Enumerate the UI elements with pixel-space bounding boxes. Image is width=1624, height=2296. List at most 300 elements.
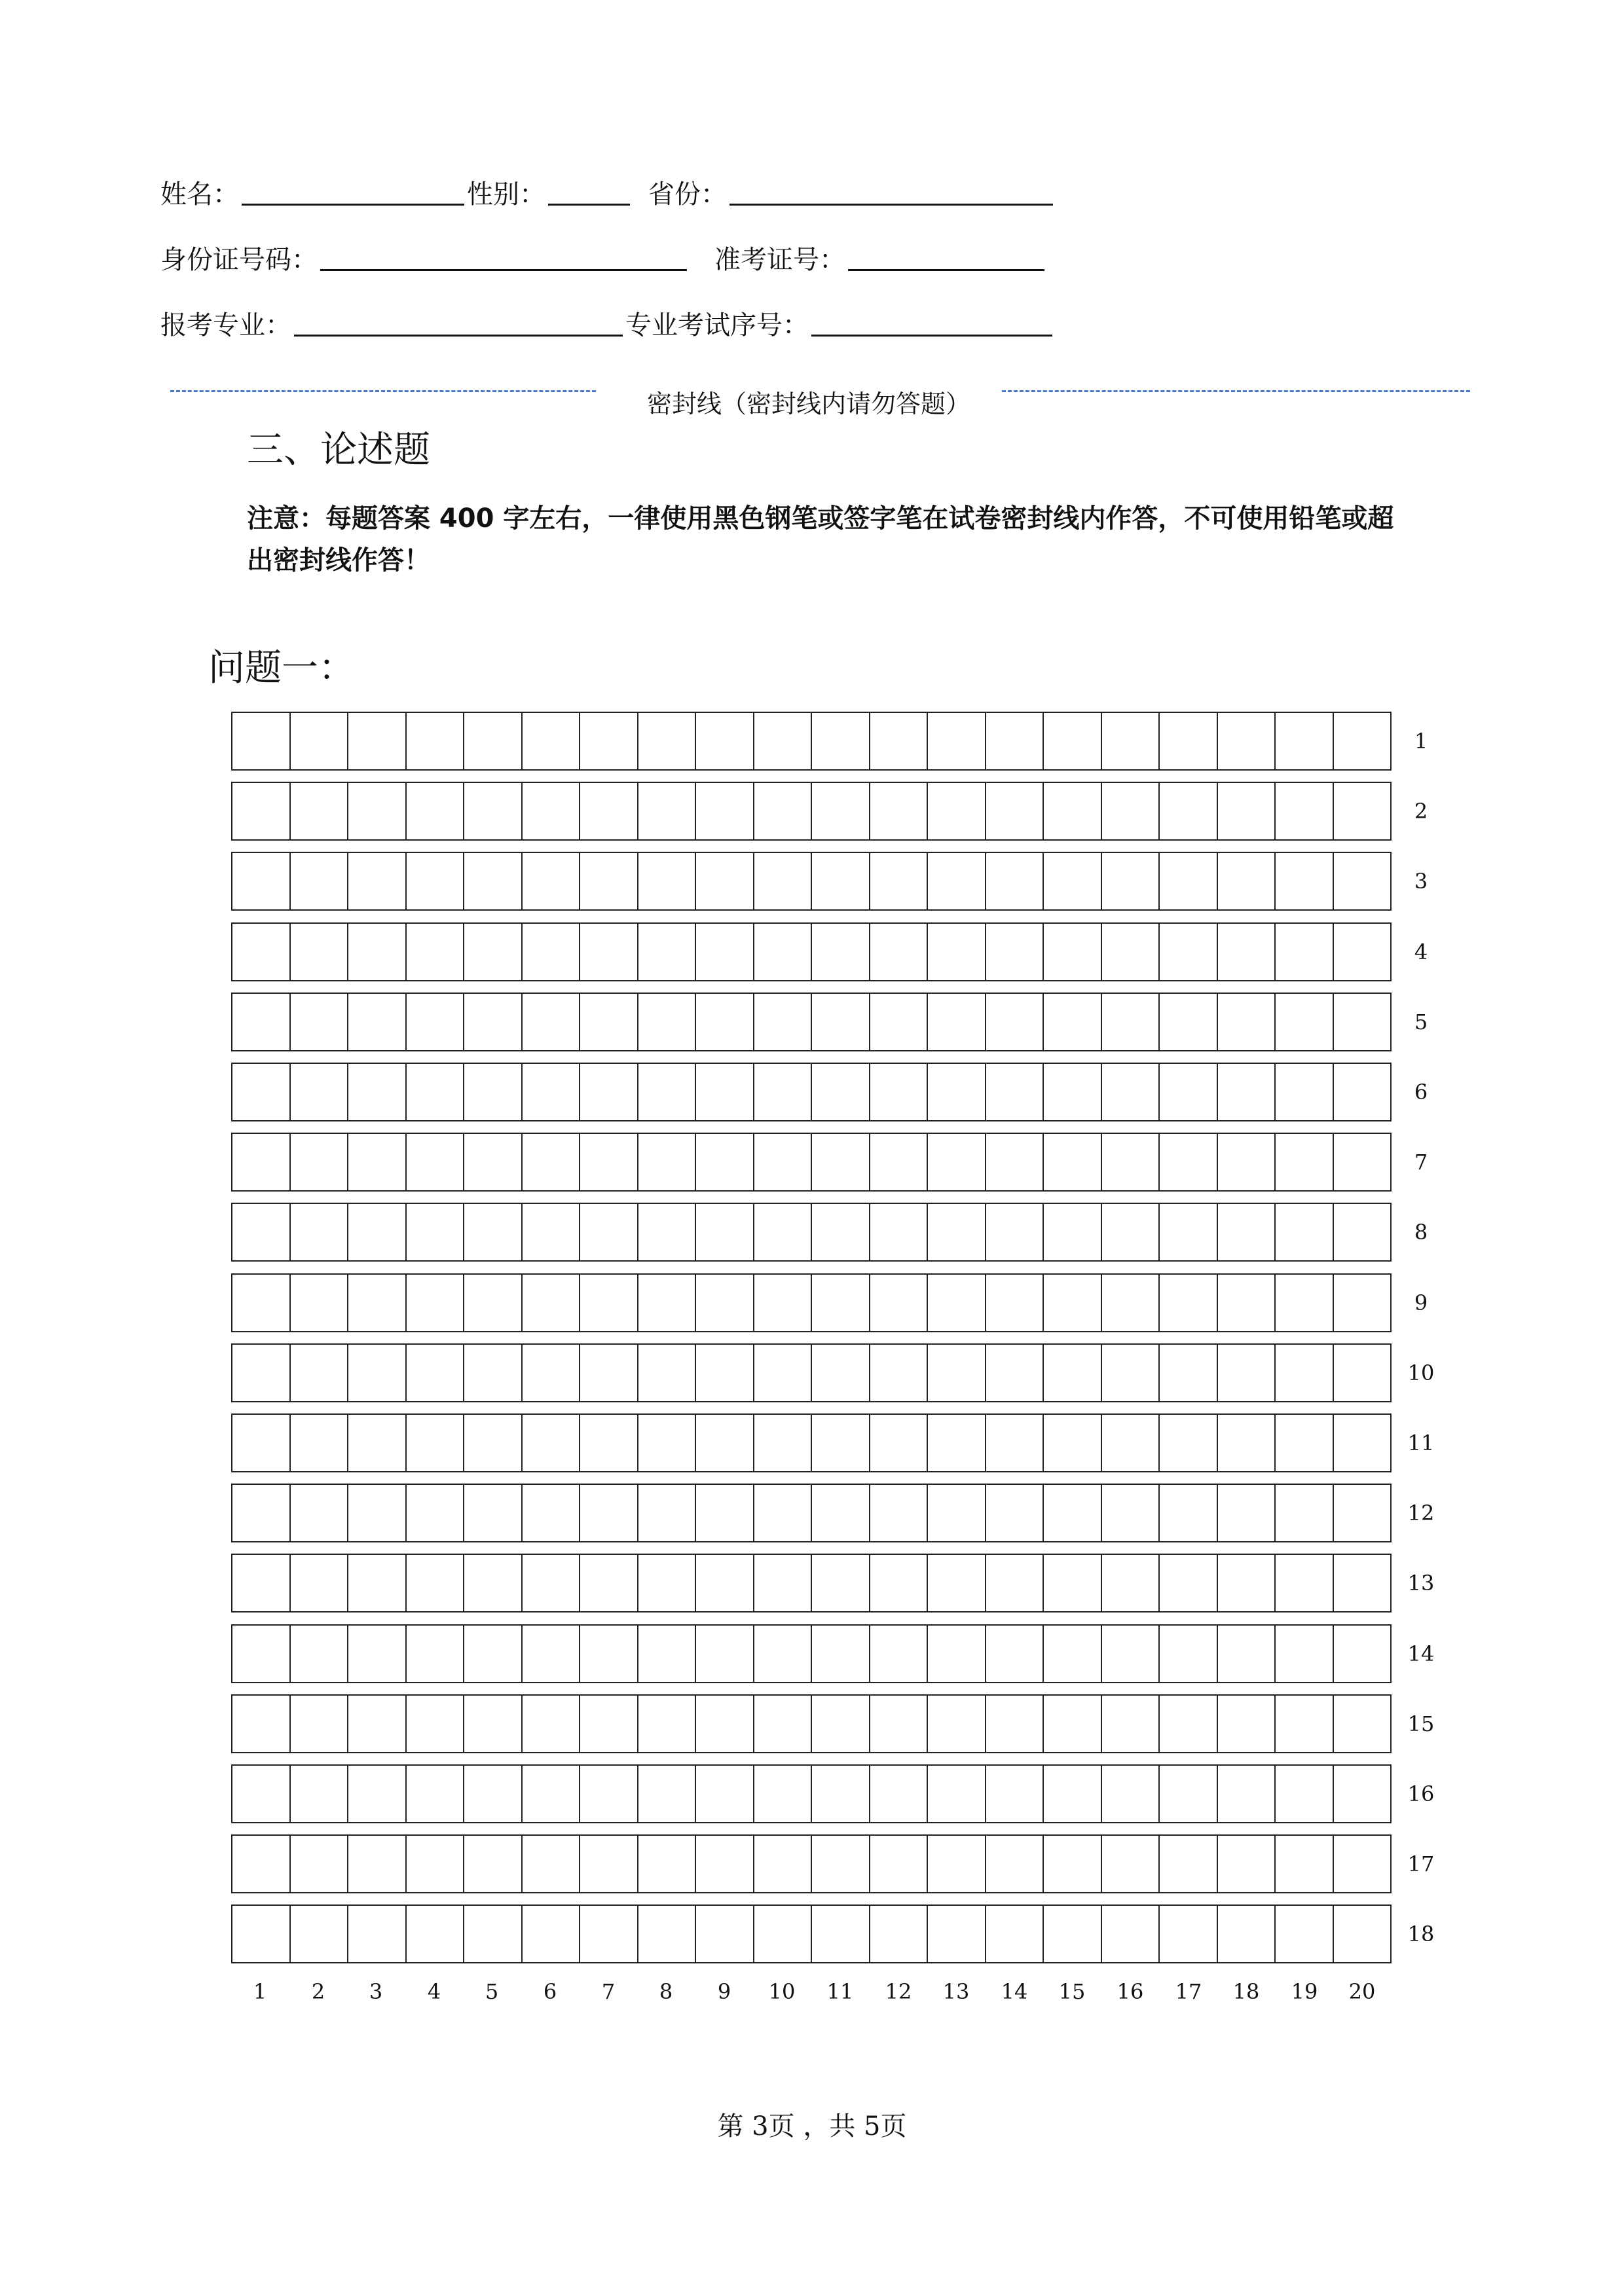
grid-cell[interactable] bbox=[1158, 1836, 1217, 1892]
grid-cell[interactable] bbox=[347, 1485, 405, 1541]
grid-cell[interactable] bbox=[579, 1906, 637, 1962]
grid-cell[interactable] bbox=[985, 1696, 1043, 1752]
grid-cell[interactable] bbox=[232, 1906, 289, 1962]
grid-cell[interactable] bbox=[1158, 1626, 1217, 1682]
grid-cell[interactable] bbox=[927, 1906, 985, 1962]
grid-cell[interactable] bbox=[637, 1555, 695, 1611]
grid-cell[interactable] bbox=[1333, 1204, 1391, 1260]
grid-cell[interactable] bbox=[811, 1275, 869, 1331]
grid-cell[interactable] bbox=[927, 1204, 985, 1260]
grid-cell[interactable] bbox=[1043, 853, 1101, 909]
grid-cell[interactable] bbox=[695, 1275, 753, 1331]
grid-cell[interactable] bbox=[637, 713, 695, 769]
grid-cell[interactable] bbox=[347, 1555, 405, 1611]
grid-cell[interactable] bbox=[1274, 1836, 1333, 1892]
grid-cell[interactable] bbox=[347, 1766, 405, 1822]
grid-cell[interactable] bbox=[1158, 1906, 1217, 1962]
grid-cell[interactable] bbox=[695, 1485, 753, 1541]
grid-cell[interactable] bbox=[811, 1345, 869, 1401]
grid-cell[interactable] bbox=[637, 853, 695, 909]
grid-cell[interactable] bbox=[347, 713, 405, 769]
grid-cell[interactable] bbox=[1217, 1696, 1275, 1752]
grid-cell[interactable] bbox=[1217, 924, 1275, 980]
grid-cell[interactable] bbox=[289, 1696, 348, 1752]
grid-cell[interactable] bbox=[521, 1064, 580, 1120]
grid-cell[interactable] bbox=[1043, 1766, 1101, 1822]
grid-cell[interactable] bbox=[753, 1204, 811, 1260]
grid-cell[interactable] bbox=[927, 1064, 985, 1120]
grid-cell[interactable] bbox=[985, 1415, 1043, 1471]
grid-cell[interactable] bbox=[1217, 783, 1275, 839]
grid-cell[interactable] bbox=[1101, 1906, 1159, 1962]
grid-cell[interactable] bbox=[985, 994, 1043, 1050]
grid-cell[interactable] bbox=[289, 1626, 348, 1682]
grid-cell[interactable] bbox=[1158, 1134, 1217, 1190]
grid-cell[interactable] bbox=[1158, 924, 1217, 980]
grid-cell[interactable] bbox=[405, 1204, 464, 1260]
grid-cell[interactable] bbox=[405, 1134, 464, 1190]
grid-cell[interactable] bbox=[811, 1906, 869, 1962]
grid-cell[interactable] bbox=[753, 924, 811, 980]
grid-cell[interactable] bbox=[1043, 1204, 1101, 1260]
grid-cell[interactable] bbox=[637, 1906, 695, 1962]
grid-cell[interactable] bbox=[1217, 994, 1275, 1050]
grid-cell[interactable] bbox=[811, 924, 869, 980]
grid-cell[interactable] bbox=[927, 783, 985, 839]
grid-cell[interactable] bbox=[1158, 1064, 1217, 1120]
grid-cell[interactable] bbox=[753, 1345, 811, 1401]
grid-cell[interactable] bbox=[1333, 1345, 1391, 1401]
grid-cell[interactable] bbox=[869, 1345, 927, 1401]
grid-cell[interactable] bbox=[811, 853, 869, 909]
grid-cell[interactable] bbox=[927, 994, 985, 1050]
grid-cell[interactable] bbox=[1274, 853, 1333, 909]
grid-cell[interactable] bbox=[869, 1064, 927, 1120]
grid-cell[interactable] bbox=[985, 1555, 1043, 1611]
grid-cell[interactable] bbox=[289, 853, 348, 909]
grid-cell[interactable] bbox=[869, 783, 927, 839]
grid-cell[interactable] bbox=[463, 924, 521, 980]
grid-cell[interactable] bbox=[579, 1204, 637, 1260]
grid-cell[interactable] bbox=[695, 1204, 753, 1260]
grid-cell[interactable] bbox=[521, 1766, 580, 1822]
grid-cell[interactable] bbox=[637, 924, 695, 980]
grid-cell[interactable] bbox=[637, 783, 695, 839]
grid-cell[interactable] bbox=[347, 924, 405, 980]
grid-cell[interactable] bbox=[1158, 1345, 1217, 1401]
grid-cell[interactable] bbox=[1217, 853, 1275, 909]
grid-cell[interactable] bbox=[985, 924, 1043, 980]
grid-cell[interactable] bbox=[463, 783, 521, 839]
grid-cell[interactable] bbox=[985, 1836, 1043, 1892]
grid-cell[interactable] bbox=[1101, 783, 1159, 839]
grid-cell[interactable] bbox=[405, 1836, 464, 1892]
grid-cell[interactable] bbox=[811, 1766, 869, 1822]
grid-cell[interactable] bbox=[927, 1134, 985, 1190]
grid-cell[interactable] bbox=[1274, 1906, 1333, 1962]
grid-cell[interactable] bbox=[869, 853, 927, 909]
grid-cell[interactable] bbox=[289, 1204, 348, 1260]
grid-cell[interactable] bbox=[405, 783, 464, 839]
grid-cell[interactable] bbox=[463, 994, 521, 1050]
grid-cell[interactable] bbox=[463, 1836, 521, 1892]
grid-cell[interactable] bbox=[347, 1134, 405, 1190]
grid-cell[interactable] bbox=[1043, 1275, 1101, 1331]
grid-cell[interactable] bbox=[753, 994, 811, 1050]
grid-cell[interactable] bbox=[753, 1696, 811, 1752]
grid-cell[interactable] bbox=[289, 1836, 348, 1892]
grid-cell[interactable] bbox=[405, 1696, 464, 1752]
grid-cell[interactable] bbox=[1101, 1064, 1159, 1120]
grid-cell[interactable] bbox=[1217, 1766, 1275, 1822]
grid-cell[interactable] bbox=[521, 1345, 580, 1401]
grid-cell[interactable] bbox=[521, 1485, 580, 1541]
grid-cell[interactable] bbox=[405, 1415, 464, 1471]
grid-cell[interactable] bbox=[1333, 1415, 1391, 1471]
grid-cell[interactable] bbox=[869, 1766, 927, 1822]
grid-cell[interactable] bbox=[811, 1204, 869, 1260]
grid-cell[interactable] bbox=[927, 1415, 985, 1471]
grid-cell[interactable] bbox=[637, 1345, 695, 1401]
grid-cell[interactable] bbox=[232, 1485, 289, 1541]
grid-cell[interactable] bbox=[1274, 1204, 1333, 1260]
grid-cell[interactable] bbox=[347, 1415, 405, 1471]
grid-cell[interactable] bbox=[232, 1626, 289, 1682]
grid-cell[interactable] bbox=[753, 1275, 811, 1331]
grid-cell[interactable] bbox=[289, 1906, 348, 1962]
grid-cell[interactable] bbox=[637, 1204, 695, 1260]
grid-cell[interactable] bbox=[811, 713, 869, 769]
grid-cell[interactable] bbox=[927, 1555, 985, 1611]
grid-cell[interactable] bbox=[579, 1485, 637, 1541]
grid-cell[interactable] bbox=[869, 1906, 927, 1962]
grid-cell[interactable] bbox=[637, 1766, 695, 1822]
grid-cell[interactable] bbox=[1274, 1555, 1333, 1611]
grid-cell[interactable] bbox=[985, 1064, 1043, 1120]
grid-cell[interactable] bbox=[232, 713, 289, 769]
grid-cell[interactable] bbox=[1333, 713, 1391, 769]
grid-cell[interactable] bbox=[1158, 713, 1217, 769]
grid-cell[interactable] bbox=[521, 1134, 580, 1190]
grid-cell[interactable] bbox=[753, 1064, 811, 1120]
grid-cell[interactable] bbox=[753, 1836, 811, 1892]
grid-cell[interactable] bbox=[1217, 713, 1275, 769]
grid-cell[interactable] bbox=[232, 1345, 289, 1401]
grid-cell[interactable] bbox=[1101, 853, 1159, 909]
grid-cell[interactable] bbox=[405, 1555, 464, 1611]
grid-cell[interactable] bbox=[521, 924, 580, 980]
grid-cell[interactable] bbox=[985, 1275, 1043, 1331]
grid-cell[interactable] bbox=[463, 713, 521, 769]
grid-cell[interactable] bbox=[695, 853, 753, 909]
grid-cell[interactable] bbox=[463, 1485, 521, 1541]
grid-cell[interactable] bbox=[579, 1064, 637, 1120]
grid-cell[interactable] bbox=[811, 1836, 869, 1892]
grid-cell[interactable] bbox=[521, 1626, 580, 1682]
grid-cell[interactable] bbox=[579, 1696, 637, 1752]
grid-cell[interactable] bbox=[1101, 1696, 1159, 1752]
major-field[interactable] bbox=[294, 308, 623, 337]
grid-cell[interactable] bbox=[927, 1485, 985, 1541]
grid-cell[interactable] bbox=[869, 1204, 927, 1260]
grid-cell[interactable] bbox=[463, 1345, 521, 1401]
grid-cell[interactable] bbox=[1043, 1626, 1101, 1682]
grid-cell[interactable] bbox=[579, 713, 637, 769]
grid-cell[interactable] bbox=[637, 1275, 695, 1331]
grid-cell[interactable] bbox=[1158, 1204, 1217, 1260]
grid-cell[interactable] bbox=[1158, 1485, 1217, 1541]
grid-cell[interactable] bbox=[1274, 994, 1333, 1050]
grid-cell[interactable] bbox=[811, 1064, 869, 1120]
grid-cell[interactable] bbox=[1274, 783, 1333, 839]
grid-cell[interactable] bbox=[1333, 1275, 1391, 1331]
grid-cell[interactable] bbox=[232, 853, 289, 909]
grid-cell[interactable] bbox=[1101, 1275, 1159, 1331]
grid-cell[interactable] bbox=[521, 713, 580, 769]
grid-cell[interactable] bbox=[347, 1275, 405, 1331]
grid-cell[interactable] bbox=[985, 1906, 1043, 1962]
grid-cell[interactable] bbox=[1217, 1415, 1275, 1471]
grid-cell[interactable] bbox=[289, 1485, 348, 1541]
grid-cell[interactable] bbox=[579, 1415, 637, 1471]
grid-cell[interactable] bbox=[927, 1626, 985, 1682]
grid-cell[interactable] bbox=[1274, 1696, 1333, 1752]
grid-cell[interactable] bbox=[463, 1134, 521, 1190]
grid-cell[interactable] bbox=[232, 994, 289, 1050]
grid-cell[interactable] bbox=[927, 853, 985, 909]
grid-cell[interactable] bbox=[695, 1415, 753, 1471]
grid-cell[interactable] bbox=[579, 1345, 637, 1401]
grid-cell[interactable] bbox=[1101, 994, 1159, 1050]
grid-cell[interactable] bbox=[1217, 1064, 1275, 1120]
grid-cell[interactable] bbox=[927, 924, 985, 980]
exam-seq-field[interactable] bbox=[811, 308, 1052, 337]
grid-cell[interactable] bbox=[1333, 1696, 1391, 1752]
grid-cell[interactable] bbox=[1274, 1064, 1333, 1120]
grid-cell[interactable] bbox=[463, 1275, 521, 1331]
grid-cell[interactable] bbox=[347, 1204, 405, 1260]
grid-cell[interactable] bbox=[985, 1134, 1043, 1190]
grid-cell[interactable] bbox=[1043, 783, 1101, 839]
grid-cell[interactable] bbox=[695, 1626, 753, 1682]
grid-cell[interactable] bbox=[232, 1275, 289, 1331]
grid-cell[interactable] bbox=[463, 1064, 521, 1120]
grid-cell[interactable] bbox=[637, 1696, 695, 1752]
grid-cell[interactable] bbox=[811, 1134, 869, 1190]
grid-cell[interactable] bbox=[753, 713, 811, 769]
grid-cell[interactable] bbox=[695, 1906, 753, 1962]
grid-cell[interactable] bbox=[405, 1766, 464, 1822]
grid-cell[interactable] bbox=[405, 713, 464, 769]
grid-cell[interactable] bbox=[405, 1345, 464, 1401]
grid-cell[interactable] bbox=[1101, 1766, 1159, 1822]
grid-cell[interactable] bbox=[1217, 1485, 1275, 1541]
grid-cell[interactable] bbox=[521, 1696, 580, 1752]
grid-cell[interactable] bbox=[405, 1485, 464, 1541]
grid-cell[interactable] bbox=[1043, 1345, 1101, 1401]
grid-cell[interactable] bbox=[521, 853, 580, 909]
grid-cell[interactable] bbox=[289, 1275, 348, 1331]
grid-cell[interactable] bbox=[1043, 1696, 1101, 1752]
id-number-field[interactable] bbox=[320, 243, 687, 271]
grid-cell[interactable] bbox=[521, 1906, 580, 1962]
grid-cell[interactable] bbox=[1217, 1204, 1275, 1260]
grid-cell[interactable] bbox=[1101, 924, 1159, 980]
grid-cell[interactable] bbox=[1333, 1626, 1391, 1682]
grid-cell[interactable] bbox=[1333, 1485, 1391, 1541]
grid-cell[interactable] bbox=[1217, 1345, 1275, 1401]
grid-cell[interactable] bbox=[811, 1555, 869, 1611]
grid-cell[interactable] bbox=[985, 783, 1043, 839]
grid-cell[interactable] bbox=[463, 1766, 521, 1822]
grid-cell[interactable] bbox=[869, 1415, 927, 1471]
grid-cell[interactable] bbox=[579, 853, 637, 909]
grid-cell[interactable] bbox=[1043, 1134, 1101, 1190]
grid-cell[interactable] bbox=[753, 853, 811, 909]
grid-cell[interactable] bbox=[289, 713, 348, 769]
gender-field[interactable] bbox=[548, 177, 630, 206]
grid-cell[interactable] bbox=[521, 1836, 580, 1892]
grid-cell[interactable] bbox=[1101, 1626, 1159, 1682]
grid-cell[interactable] bbox=[869, 994, 927, 1050]
grid-cell[interactable] bbox=[347, 853, 405, 909]
grid-cell[interactable] bbox=[869, 1836, 927, 1892]
grid-cell[interactable] bbox=[232, 1064, 289, 1120]
grid-cell[interactable] bbox=[637, 1415, 695, 1471]
grid-cell[interactable] bbox=[1274, 1275, 1333, 1331]
grid-cell[interactable] bbox=[811, 1626, 869, 1682]
grid-cell[interactable] bbox=[1217, 1906, 1275, 1962]
grid-cell[interactable] bbox=[927, 1275, 985, 1331]
grid-cell[interactable] bbox=[1217, 1134, 1275, 1190]
grid-cell[interactable] bbox=[289, 994, 348, 1050]
grid-cell[interactable] bbox=[1158, 853, 1217, 909]
grid-cell[interactable] bbox=[1043, 1906, 1101, 1962]
grid-cell[interactable] bbox=[695, 1836, 753, 1892]
grid-cell[interactable] bbox=[463, 1696, 521, 1752]
grid-cell[interactable] bbox=[811, 1415, 869, 1471]
grid-cell[interactable] bbox=[695, 1696, 753, 1752]
grid-cell[interactable] bbox=[1101, 1204, 1159, 1260]
grid-cell[interactable] bbox=[869, 924, 927, 980]
grid-cell[interactable] bbox=[1158, 1415, 1217, 1471]
grid-cell[interactable] bbox=[637, 1064, 695, 1120]
grid-cell[interactable] bbox=[637, 1836, 695, 1892]
grid-cell[interactable] bbox=[463, 1906, 521, 1962]
grid-cell[interactable] bbox=[1274, 1485, 1333, 1541]
grid-cell[interactable] bbox=[1101, 1485, 1159, 1541]
grid-cell[interactable] bbox=[1274, 1766, 1333, 1822]
grid-cell[interactable] bbox=[1158, 1766, 1217, 1822]
grid-cell[interactable] bbox=[869, 1134, 927, 1190]
grid-cell[interactable] bbox=[347, 1906, 405, 1962]
admission-number-field[interactable] bbox=[848, 243, 1044, 271]
grid-cell[interactable] bbox=[1274, 1134, 1333, 1190]
grid-cell[interactable] bbox=[1333, 1836, 1391, 1892]
grid-cell[interactable] bbox=[405, 1275, 464, 1331]
grid-cell[interactable] bbox=[1333, 853, 1391, 909]
grid-cell[interactable] bbox=[985, 853, 1043, 909]
grid-cell[interactable] bbox=[695, 1064, 753, 1120]
grid-cell[interactable] bbox=[695, 1134, 753, 1190]
grid-cell[interactable] bbox=[579, 1555, 637, 1611]
province-field[interactable] bbox=[729, 177, 1053, 206]
grid-cell[interactable] bbox=[695, 924, 753, 980]
grid-cell[interactable] bbox=[753, 783, 811, 839]
grid-cell[interactable] bbox=[1333, 783, 1391, 839]
grid-cell[interactable] bbox=[985, 1766, 1043, 1822]
grid-cell[interactable] bbox=[1217, 1555, 1275, 1611]
grid-cell[interactable] bbox=[521, 1555, 580, 1611]
grid-cell[interactable] bbox=[753, 1415, 811, 1471]
grid-cell[interactable] bbox=[753, 1485, 811, 1541]
grid-cell[interactable] bbox=[927, 713, 985, 769]
grid-cell[interactable] bbox=[695, 713, 753, 769]
grid-cell[interactable] bbox=[579, 1766, 637, 1822]
grid-cell[interactable] bbox=[1101, 1134, 1159, 1190]
grid-cell[interactable] bbox=[579, 1836, 637, 1892]
grid-cell[interactable] bbox=[579, 1134, 637, 1190]
grid-cell[interactable] bbox=[1043, 1485, 1101, 1541]
grid-cell[interactable] bbox=[695, 1766, 753, 1822]
grid-cell[interactable] bbox=[1043, 1064, 1101, 1120]
grid-cell[interactable] bbox=[1043, 994, 1101, 1050]
grid-cell[interactable] bbox=[1217, 1836, 1275, 1892]
grid-cell[interactable] bbox=[1274, 1415, 1333, 1471]
grid-cell[interactable] bbox=[869, 1275, 927, 1331]
grid-cell[interactable] bbox=[1101, 1345, 1159, 1401]
grid-cell[interactable] bbox=[347, 1345, 405, 1401]
grid-cell[interactable] bbox=[753, 1626, 811, 1682]
grid-cell[interactable] bbox=[811, 994, 869, 1050]
grid-cell[interactable] bbox=[521, 783, 580, 839]
grid-cell[interactable] bbox=[869, 1555, 927, 1611]
grid-cell[interactable] bbox=[347, 783, 405, 839]
grid-cell[interactable] bbox=[637, 1485, 695, 1541]
grid-cell[interactable] bbox=[405, 1906, 464, 1962]
grid-cell[interactable] bbox=[232, 783, 289, 839]
grid-cell[interactable] bbox=[1043, 1836, 1101, 1892]
grid-cell[interactable] bbox=[695, 1345, 753, 1401]
grid-cell[interactable] bbox=[232, 1696, 289, 1752]
grid-cell[interactable] bbox=[1217, 1275, 1275, 1331]
grid-cell[interactable] bbox=[753, 1134, 811, 1190]
grid-cell[interactable] bbox=[1101, 1836, 1159, 1892]
grid-cell[interactable] bbox=[579, 783, 637, 839]
grid-cell[interactable] bbox=[463, 1415, 521, 1471]
grid-cell[interactable] bbox=[1333, 924, 1391, 980]
grid-cell[interactable] bbox=[1101, 713, 1159, 769]
grid-cell[interactable] bbox=[405, 994, 464, 1050]
grid-cell[interactable] bbox=[811, 1485, 869, 1541]
grid-cell[interactable] bbox=[232, 1204, 289, 1260]
grid-cell[interactable] bbox=[289, 924, 348, 980]
grid-cell[interactable] bbox=[347, 1064, 405, 1120]
grid-cell[interactable] bbox=[289, 1064, 348, 1120]
grid-cell[interactable] bbox=[753, 1766, 811, 1822]
grid-cell[interactable] bbox=[1274, 1345, 1333, 1401]
grid-cell[interactable] bbox=[985, 1626, 1043, 1682]
grid-cell[interactable] bbox=[405, 1064, 464, 1120]
grid-cell[interactable] bbox=[1043, 1415, 1101, 1471]
grid-cell[interactable] bbox=[232, 1766, 289, 1822]
grid-cell[interactable] bbox=[753, 1555, 811, 1611]
grid-cell[interactable] bbox=[579, 1626, 637, 1682]
grid-cell[interactable] bbox=[1158, 783, 1217, 839]
grid-cell[interactable] bbox=[1333, 994, 1391, 1050]
grid-cell[interactable] bbox=[463, 1204, 521, 1260]
grid-cell[interactable] bbox=[1274, 1626, 1333, 1682]
